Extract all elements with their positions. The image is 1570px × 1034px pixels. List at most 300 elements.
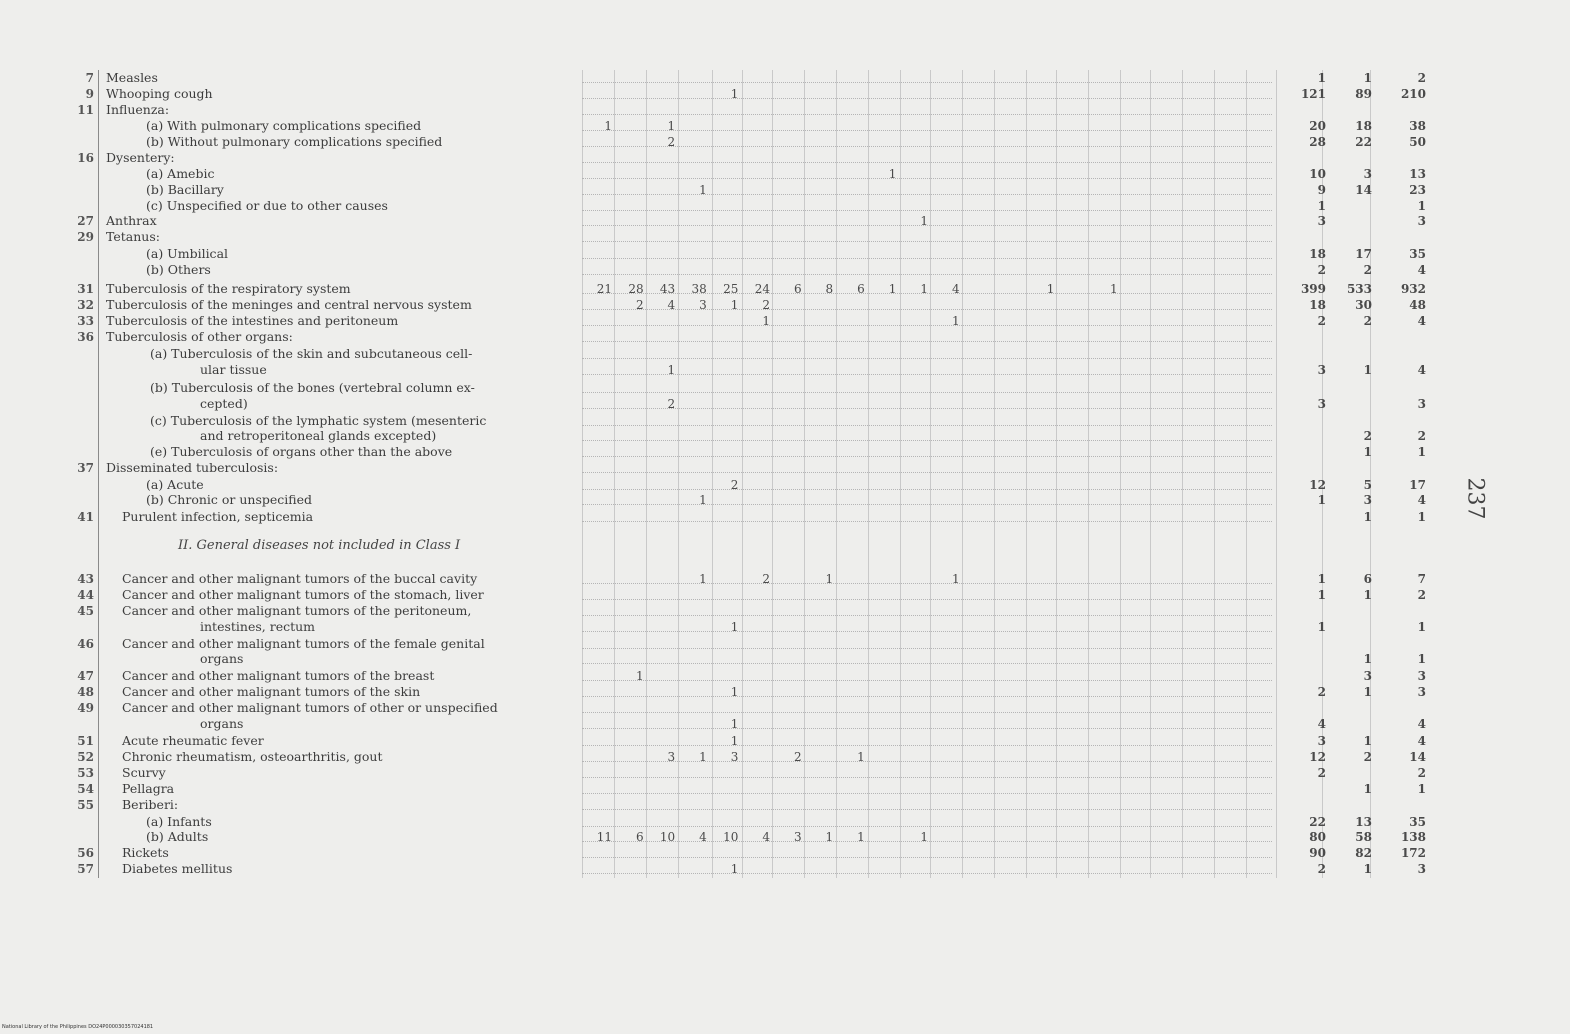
row-label: Chronic rheumatism, osteoarthritis, gout [122,749,383,764]
table-row [0,668,1570,684]
grand-total: 1 [1417,510,1426,524]
row-label: (a) Umbilical [146,246,229,261]
table-row [0,134,1570,150]
row-label: Tuberculosis of the respiratory system [106,281,351,296]
female-total: 3 [1363,493,1372,507]
row-label: Whooping cough [106,86,213,101]
data-cell: 1 [888,167,897,181]
row-label: Scurvy [122,765,166,780]
row-label: Disseminated tuberculosis: [106,460,279,475]
grand-total: 35 [1409,247,1426,261]
data-cell: 25 [723,282,739,296]
grand-total: 3 [1417,214,1426,228]
row-label: Cancer and other malignant tumors of the breast [122,668,435,683]
table-row [0,716,1570,732]
table-row [0,861,1570,877]
table-row [0,297,1570,313]
male-total: 90 [1309,846,1326,860]
data-cell: 6 [635,830,644,844]
male-total: 18 [1309,298,1326,312]
grand-total: 2 [1417,71,1426,85]
data-cell: 38 [691,282,707,296]
row-label: Tetanus: [106,229,160,244]
grand-total: 210 [1400,87,1426,101]
grand-total: 23 [1409,183,1426,197]
table-row [0,509,1570,525]
dot-leader [582,777,1272,779]
row-label: Influenza: [106,102,170,117]
dot-leader [582,456,1272,458]
row-label: intestines, rectum [200,619,316,634]
male-total: 28 [1309,135,1326,149]
row-label: Rickets [122,845,169,860]
dot-leader [582,615,1272,617]
male-total: 3 [1317,363,1326,377]
table-row [0,329,1570,345]
row-number: 52 [77,750,94,764]
grand-total: 4 [1417,734,1426,748]
table-row [0,262,1570,278]
table-row [0,619,1570,635]
row-label: (c) Unspecified or due to other causes [146,198,388,213]
dot-leader [582,712,1272,714]
male-total: 9 [1317,183,1326,197]
male-total: 399 [1300,282,1326,296]
table-row [0,636,1570,652]
dot-leader [582,793,1272,795]
female-total: 1 [1363,734,1372,748]
grand-total: 2 [1417,588,1426,602]
data-cell: 24 [754,282,770,296]
male-total: 2 [1317,862,1326,876]
grand-total: 35 [1409,815,1426,829]
female-total: 5 [1363,478,1372,492]
row-label: (b) Bacillary [146,182,224,197]
female-total: 1 [1363,363,1372,377]
grand-total: 2 [1417,429,1426,443]
table-row [0,814,1570,830]
data-cell: 10 [723,830,739,844]
row-number: 45 [77,604,94,618]
female-total: 1 [1363,588,1372,602]
male-total: 1 [1317,493,1326,507]
table-row [0,571,1570,587]
female-total: 6 [1363,572,1372,586]
female-total: 2 [1363,263,1372,277]
female-total: 3 [1363,669,1372,683]
table-row [0,477,1570,493]
dot-leader [582,472,1272,474]
table-row [0,651,1570,667]
grand-total: 38 [1409,119,1426,133]
table-row [0,396,1570,412]
male-total: 121 [1300,87,1326,101]
male-total: 3 [1317,214,1326,228]
dot-leader [582,809,1272,811]
dot-leader [582,631,1272,633]
row-label: (b) Without pulmonary complications specified [146,134,443,149]
table-row [0,797,1570,813]
male-total: 3 [1317,734,1326,748]
female-total: 1 [1363,862,1372,876]
data-cell: 1 [825,830,834,844]
grand-total: 1 [1417,445,1426,459]
row-label: organs [200,716,244,731]
row-number: 16 [77,151,94,165]
data-cell: 10 [659,830,676,844]
data-cell: 8 [825,282,834,296]
row-number: 11 [77,103,94,117]
row-label: (b) Tuberculosis of the bones (vertebral column ex- [150,380,475,395]
row-label: Cancer and other malignant tumors of the buccal cavity [122,571,478,586]
data-cell: 1 [857,830,865,844]
female-total: 30 [1355,298,1372,312]
row-number: 48 [77,685,94,699]
male-total: 1 [1317,71,1326,85]
data-cell: 1 [667,363,676,377]
dot-leader [582,274,1272,276]
row-number: 57 [77,862,94,876]
male-total: 1 [1317,588,1326,602]
data-cell: 1 [920,830,928,844]
female-total: 89 [1355,87,1372,101]
row-label: Cancer and other malignant tumors of other or unspecified [122,700,498,715]
row-label: and retroperitoneal glands excepted) [200,428,437,443]
grand-total: 172 [1400,846,1426,860]
female-total: 18 [1355,119,1372,133]
dot-leader [582,696,1272,698]
table-row [0,749,1570,765]
table-row [0,118,1570,134]
dot-leader [582,82,1272,84]
row-number: 31 [77,282,94,296]
data-cell: 4 [667,298,676,312]
table-row [0,380,1570,396]
data-cell: 1 [762,314,770,328]
table-row [0,492,1570,508]
row-label: Tuberculosis of the intestines and peritoneum [106,313,399,328]
row-number: 27 [77,214,94,228]
female-total: 1 [1363,510,1372,524]
data-cell: 2 [667,397,676,411]
grand-total: 1 [1417,199,1426,213]
grand-total: 50 [1409,135,1426,149]
dot-leader [582,408,1272,410]
table-row [0,70,1570,86]
footer-text: National Library of the Philippines DO24P000030357024181 [2,1024,154,1030]
dot-leader [582,680,1272,682]
dot-leader [582,521,1272,523]
data-cell: 6 [857,282,865,296]
data-cell: 11 [596,830,612,844]
female-total: 2 [1363,429,1372,443]
table-row [0,246,1570,262]
data-cell: 1 [730,717,739,731]
row-number: 46 [77,637,94,651]
dot-leader [582,178,1272,180]
male-total: 2 [1317,263,1326,277]
row-label: (c) Tuberculosis of the lymphatic system (mesenteric [150,413,487,428]
table-row [0,460,1570,476]
row-number: 37 [77,461,94,475]
row-number: 43 [77,572,94,586]
row-label: Cancer and other malignant tumors of the female genital [122,636,485,651]
data-cell: 1 [920,282,928,296]
dot-leader [582,374,1272,376]
row-label: (b) Adults [146,829,209,844]
dot-leader [582,648,1272,650]
female-total: 2 [1363,750,1372,764]
dot-leader [582,358,1272,360]
dot-leader [582,130,1272,132]
female-total: 82 [1355,846,1372,860]
female-total: 22 [1355,135,1372,149]
row-label: Pellagra [122,781,175,796]
grand-total: 48 [1409,298,1426,312]
row-number: 44 [77,588,94,602]
data-cell: 1 [699,750,707,764]
table-row [0,150,1570,166]
grand-total: 4 [1417,363,1426,377]
data-cell: 1 [730,685,739,699]
table-row [0,733,1570,749]
grand-total: 3 [1417,397,1426,411]
row-label: (a) Amebic [146,166,215,181]
grand-total: 4 [1417,717,1426,731]
data-cell: 3 [730,750,739,764]
female-total: 533 [1346,282,1372,296]
dot-leader [582,826,1272,828]
dot-leader [582,241,1272,243]
male-total: 1 [1317,199,1326,213]
dot-leader [582,114,1272,116]
data-cell: 3 [667,750,676,764]
data-cell: 1 [730,862,739,876]
grand-total: 932 [1400,282,1426,296]
row-label: Dysentery: [106,150,175,165]
row-label: (b) Others [146,262,211,277]
dot-leader [582,873,1272,875]
male-total: 80 [1309,830,1326,844]
data-cell: 1 [951,572,960,586]
data-cell: 3 [793,830,802,844]
table-row [0,198,1570,214]
row-number: 53 [77,766,94,780]
row-number: 9 [85,87,94,101]
dot-leader [582,392,1272,394]
grand-total: 3 [1417,685,1426,699]
male-total: 20 [1309,119,1326,133]
male-total: 4 [1317,717,1326,731]
dot-leader [582,745,1272,747]
data-cell: 1 [730,620,739,634]
row-label: Cancer and other malignant tumors of the peritoneum, [122,603,472,618]
male-total: 2 [1317,685,1326,699]
table-row [0,229,1570,245]
data-cell: 1 [888,282,897,296]
dot-leader [582,258,1272,260]
data-cell: 2 [635,298,644,312]
data-cell: 1 [825,572,834,586]
table-row [0,684,1570,700]
data-cell: 2 [762,572,770,586]
data-cell: 43 [659,282,676,296]
row-number: 54 [77,782,94,796]
dot-leader [582,325,1272,327]
table-row [0,829,1570,845]
data-cell: 1 [730,87,739,101]
dot-leader [582,425,1272,427]
data-cell: 1 [730,734,739,748]
table-row [0,603,1570,619]
female-total: 1 [1363,445,1372,459]
table-row [0,166,1570,182]
row-number: 47 [77,669,94,683]
data-cell: 1 [699,572,707,586]
row-number: 49 [77,701,94,715]
row-number: 36 [77,330,94,344]
grand-total: 1 [1417,620,1426,634]
row-label: Tuberculosis of other organs: [106,329,293,344]
row-label: Cancer and other malignant tumors of the stomach, liver [122,587,484,602]
grand-total: 4 [1417,493,1426,507]
row-label: Anthrax [106,213,157,228]
grand-total: 138 [1400,830,1426,844]
dot-leader [582,440,1272,442]
row-number: 51 [77,734,94,748]
female-total: 13 [1355,815,1372,829]
row-label: Beriberi: [122,797,179,812]
dot-leader [582,489,1272,491]
row-number: 56 [77,846,94,860]
female-total: 1 [1363,685,1372,699]
table-row [0,765,1570,781]
data-cell: 21 [596,282,612,296]
data-cell: 4 [699,830,707,844]
female-total: 14 [1355,183,1372,197]
female-total: 3 [1363,167,1372,181]
table-row [0,346,1570,362]
data-cell: 3 [699,298,707,312]
dot-leader [582,663,1272,665]
table-row [0,700,1570,716]
data-cell: 28 [628,282,644,296]
row-number: 33 [77,314,94,328]
dot-leader [582,857,1272,859]
data-cell: 1 [730,298,739,312]
row-number: 55 [77,798,94,812]
row-label: (a) With pulmonary complications specified [146,118,422,133]
table-row [0,281,1570,297]
data-cell: 2 [730,478,739,492]
table-row [0,444,1570,460]
dot-leader [582,98,1272,100]
row-label: ular tissue [200,362,267,377]
page-number: 237 [1462,477,1488,520]
row-label: Purulent infection, septicemia [122,509,314,524]
female-total: 2 [1363,314,1372,328]
table-row [0,102,1570,118]
data-cell: 1 [920,214,928,228]
male-total: 1 [1317,572,1326,586]
male-total: 2 [1317,766,1326,780]
male-total: 18 [1309,247,1326,261]
data-cell: 1 [635,669,644,683]
dot-leader [582,210,1272,212]
grand-total: 3 [1417,669,1426,683]
data-cell: 1 [699,493,707,507]
female-total: 1 [1363,71,1372,85]
data-cell: 4 [762,830,770,844]
female-total: 58 [1355,830,1372,844]
male-total: 1 [1317,620,1326,634]
row-label: organs [200,651,244,666]
row-label: Diabetes mellitus [122,861,233,876]
female-total: 1 [1363,652,1372,666]
grand-total: 1 [1417,652,1426,666]
grand-total: 14 [1409,750,1426,764]
grand-total: 7 [1417,572,1426,586]
row-number: 7 [85,71,94,85]
row-label: (b) Chronic or unspecified [146,492,312,507]
dot-leader [582,146,1272,148]
data-cell: 1 [951,314,960,328]
data-cell: 1 [667,119,676,133]
male-total: 22 [1309,815,1326,829]
table-row [0,587,1570,603]
data-cell: 1 [604,119,612,133]
grand-total: 17 [1409,478,1426,492]
dot-leader [582,599,1272,601]
section-heading: II. General diseases not included in Class I [178,538,461,553]
data-cell: 2 [667,135,676,149]
row-number: 41 [77,510,94,524]
grand-total: 4 [1417,314,1426,328]
data-cell: 4 [951,282,960,296]
row-label: Cancer and other malignant tumors of the skin [122,684,421,699]
grand-total: 2 [1417,766,1426,780]
male-total: 3 [1317,397,1326,411]
table-row [0,413,1570,429]
grand-total: 1 [1417,782,1426,796]
table-row [0,182,1570,198]
row-label: (a) Infants [146,814,212,829]
table-row [0,86,1570,102]
table-row [0,781,1570,797]
grand-total: 3 [1417,862,1426,876]
row-number: 32 [77,298,94,312]
data-cell: 1 [699,183,707,197]
female-total: 1 [1363,782,1372,796]
row-label: cepted) [200,396,248,411]
row-label: (a) Acute [146,477,204,492]
data-cell: 1 [1109,282,1118,296]
male-total: 10 [1309,167,1326,181]
row-label: Measles [106,70,158,85]
male-total: 12 [1309,478,1326,492]
male-total: 2 [1317,314,1326,328]
table-row [0,845,1570,861]
dot-leader [582,728,1272,730]
row-label: Tuberculosis of the meninges and central nervous system [106,297,472,312]
grand-total: 13 [1409,167,1426,181]
male-total: 12 [1309,750,1326,764]
row-label: (a) Tuberculosis of the skin and subcutaneous cell- [150,346,473,361]
data-cell: 2 [793,750,802,764]
dot-leader [582,162,1272,164]
row-number: 29 [77,230,94,244]
grand-total: 4 [1417,263,1426,277]
